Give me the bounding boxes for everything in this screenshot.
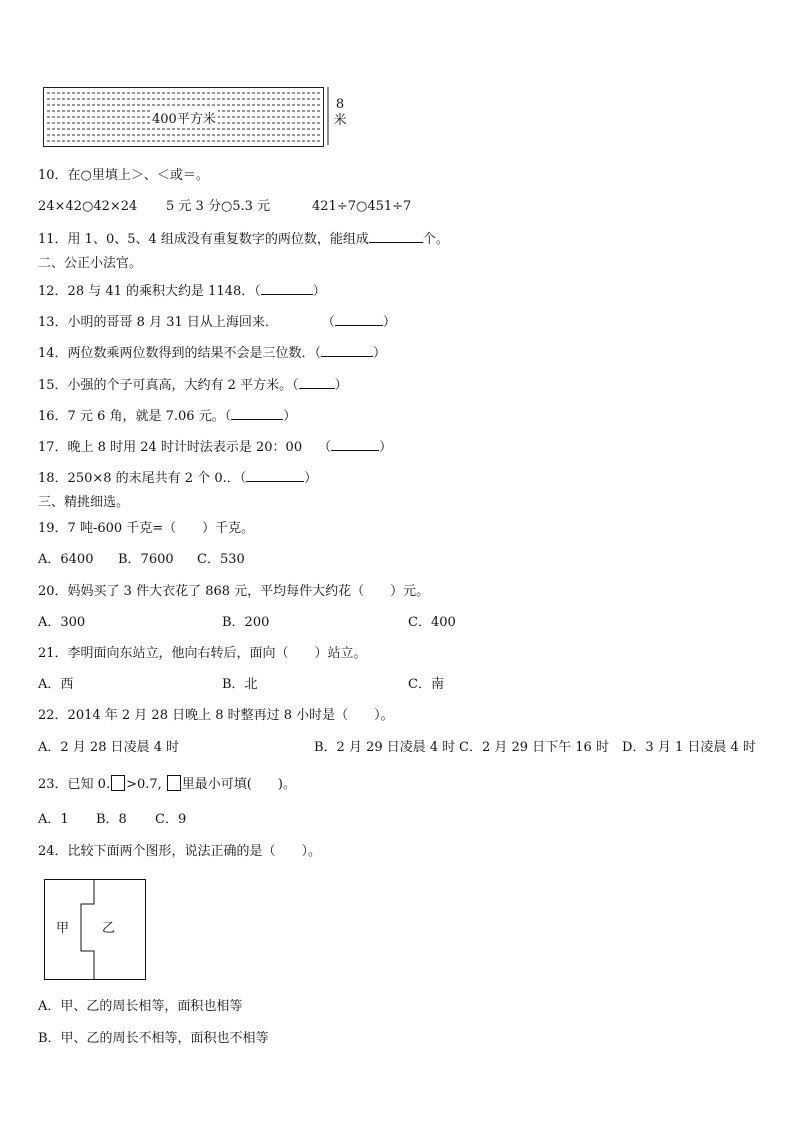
question-23-option-a[interactable]: A．1 [38, 812, 69, 827]
question-23-suffix: 里最小可填( )。 [181, 777, 296, 792]
question-22-option-d[interactable]: D．3 月 1 日凌晨 4 时 [622, 740, 756, 755]
question-21-option-b[interactable]: B．北 [222, 677, 258, 692]
question-10-item-c: 421÷7○451÷7 [312, 199, 412, 214]
question-19-stem: 19．7 吨-600 千克=（ ）千克。 [38, 521, 255, 536]
close-paren: ） [382, 315, 396, 330]
question-21-stem: 21．李明面向东站立，他向右转后，面向（ ）站立。 [38, 646, 367, 661]
question-11-text: 11．用 1、0、5、4 组成没有重复数字的两位数，能组成 [38, 232, 369, 247]
digit-box[interactable] [167, 775, 181, 791]
question-19-option-c[interactable]: C．530 [197, 552, 245, 567]
question-10-item-a: 24×42○42×24 [38, 199, 138, 214]
question-17-text: 17．晚上 8 时用 24 时计时法表示是 20：00 [38, 440, 303, 455]
question-14 [38, 344, 386, 362]
close-paren: ） [373, 346, 387, 361]
answer-blank[interactable] [321, 344, 373, 357]
question-22-option-c[interactable]: C．2 月 29 日下午 16 时 [459, 740, 609, 755]
question-15-text: 15．小强的个子可真高，大约有 2 平方米。（ [38, 378, 299, 393]
question-23-comparison: >0.7, [126, 777, 162, 792]
question-23-option-c[interactable]: C．9 [155, 812, 187, 827]
answer-blank[interactable] [299, 376, 335, 389]
question-18 [38, 469, 317, 487]
question-20-option-a[interactable]: A．300 [38, 615, 86, 630]
answer-blank[interactable] [335, 313, 383, 326]
answer-blank[interactable] [369, 230, 423, 243]
question-11 [38, 230, 449, 248]
question-16 [38, 407, 296, 425]
open-paren: （ [318, 440, 332, 455]
question-17 [38, 438, 392, 456]
question-19-option-a[interactable]: A．6400 [38, 552, 94, 567]
question-12-text: 12．28 与 41 的乘积大约是 1148．（ [38, 284, 261, 299]
label-yi: 乙 [102, 921, 116, 936]
question-22-option-a[interactable]: A．2 月 28 日凌晨 4 时 [38, 740, 180, 755]
side-length-label [333, 97, 347, 129]
question-23 [38, 775, 296, 793]
close-paren: ） [334, 378, 348, 393]
question-20-option-c[interactable]: C．400 [408, 615, 456, 630]
close-paren: ） [283, 409, 297, 424]
question-14-text: 14．两位数乘两位数得到的结果不会是三位数．（ [38, 346, 322, 361]
close-paren: ） [304, 471, 318, 486]
side-length-value: 8 [335, 97, 345, 112]
question-18-text: 18．250×8 的末尾共有 2 个 0.．（ [38, 471, 247, 486]
answer-blank[interactable] [231, 407, 283, 420]
digit-box[interactable] [111, 775, 125, 791]
answer-blank[interactable] [331, 438, 379, 451]
question-24-stem: 24．比较下面两个图形，说法正确的是（ ）。 [38, 844, 322, 859]
answer-blank[interactable] [246, 469, 304, 482]
side-length-unit: 米 [333, 113, 347, 128]
question-15 [38, 376, 348, 394]
question-19-option-b[interactable]: B．7600 [118, 552, 174, 567]
question-22-stem: 22．2014 年 2 月 28 日晚上 8 时整再过 8 小时是（ ）。 [38, 708, 394, 723]
question-13 [38, 313, 396, 331]
question-10-item-b: 5 元 3 分○5.3 元 [166, 199, 271, 214]
question-16-text: 16．7 元 6 角，就是 7.06 元。（ [38, 409, 232, 424]
open-paren: （ [321, 315, 335, 330]
question-20-option-b[interactable]: B．200 [222, 615, 270, 630]
label-jia: 甲 [56, 921, 70, 936]
question-23-text: 23．已知 0. [38, 777, 111, 792]
side-bracket [323, 86, 333, 146]
question-12 [38, 282, 326, 300]
question-23-option-b[interactable]: B．8 [96, 812, 127, 827]
question-21-option-a[interactable]: A．西 [38, 677, 74, 692]
area-label: 400平方米 [150, 108, 218, 127]
question-21-option-c[interactable]: C．南 [408, 677, 444, 692]
answer-blank[interactable] [261, 282, 313, 295]
question-13-text: 13．小明的哥哥 8 月 31 日从上海回来． [38, 315, 278, 330]
question-10-stem: 10．在○里填上＞、＜或＝。 [38, 168, 209, 183]
question-11-suffix: 个。 [422, 232, 449, 247]
jia-yi-figure [44, 879, 146, 980]
close-paren: ） [312, 284, 326, 299]
section-2-title: 二、公正小法官。 [38, 256, 143, 271]
close-paren: ） [379, 440, 393, 455]
question-24-option-b[interactable]: B．甲、乙的周长不相等，面积也不相等 [38, 1031, 269, 1046]
section-3-title: 三、精挑细选。 [38, 495, 130, 510]
question-24-option-a[interactable]: A．甲、乙的周长相等，面积也相等 [38, 999, 243, 1014]
question-22-option-b[interactable]: B．2 月 29 日凌晨 4 时 [314, 740, 456, 755]
question-20-stem: 20．妈妈买了 3 件大衣花了 868 元，平均每件大约花（ ）元。 [38, 584, 430, 599]
